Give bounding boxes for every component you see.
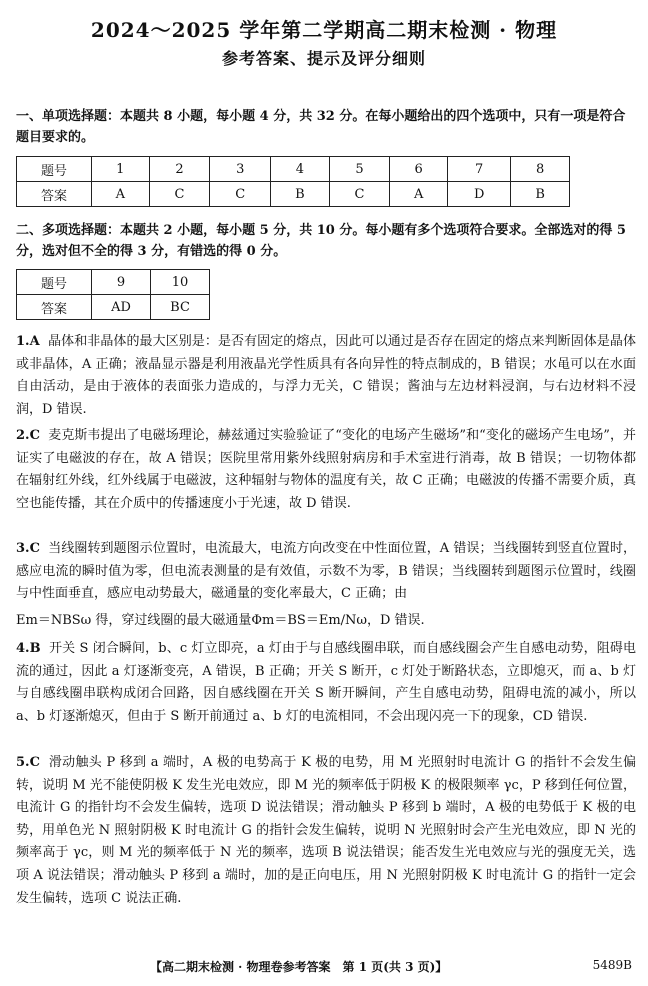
- explanation-text: 开关 S 闭合瞬间，b、c 灯立即亮，a 灯由于与自感线圈串联，而自感线圈会产生自感电动势，阻碍电流的通过，因此 a 灯逐渐变亮，A 错误，B 正确；开关 S 断开，c 灯处于断路状态，立即熄灭，而 a、b 灯与自感线圈串联构成闭合回路，因自感线圈在开关 S 断开瞬间，产生自感电动势，阻碍电流的减小，所以 a、b 灯逐渐熄灭，但由于 S 断开前通过 a、b 灯的电流相同，不会出现闪亮一下的现象，CD 错误.: [16, 641, 636, 724]
- table-cell: A: [390, 182, 448, 207]
- table-cell: 7: [447, 157, 510, 182]
- explanation-1: [16, 331, 636, 421]
- row-label-number: 题号: [17, 157, 92, 182]
- footer-label: 【高二期末检测 · 物理卷参考答案 第 1 页(共 3 页)】: [150, 960, 448, 974]
- section2-heading: 二、多项选择题：本题共 2 小题，每小题 5 分，共 10 分。每小题有多个选项符合要求。全部选对的得 5 分，选对但不全的得 3 分，有错选的得 0 分。: [16, 223, 626, 259]
- explanation-number: 5.C: [16, 755, 40, 770]
- table-cell: B: [271, 182, 330, 207]
- table-cell: 10: [151, 270, 210, 295]
- row-label-answer: 答案: [17, 295, 92, 320]
- section1-heading: 一、单项选择题：本题共 8 小题，每小题 4 分，共 32 分。在每小题给出的四个选项中，只有一项是符合题目要求的。: [16, 109, 626, 145]
- table-cell: 8: [511, 157, 570, 182]
- explanation-number: 4.B: [16, 641, 41, 656]
- table-row: [17, 182, 570, 207]
- explanation-5: [16, 752, 636, 910]
- table-cell: B: [511, 182, 570, 207]
- table-cell: D: [447, 182, 510, 207]
- table-row: [17, 270, 210, 295]
- table-row: [17, 157, 570, 182]
- table-cell: 5: [329, 157, 390, 182]
- table-cell: 9: [92, 270, 151, 295]
- row-label-answer: 答案: [17, 182, 92, 207]
- page-title: 2024～2025 学年第二学期高二期末检测 · 物理: [90, 18, 558, 42]
- explanation-formula: Em＝NBSω 得，穿过线圈的最大磁通量Φm＝BS＝Em/Nω，D 错误.: [16, 612, 425, 628]
- section1-answer-table: [16, 156, 570, 207]
- table-row: [17, 295, 210, 320]
- table-cell: C: [149, 182, 210, 207]
- footer-code: 5489B: [592, 958, 632, 972]
- explanation-number: 1.A: [16, 334, 40, 349]
- explanation-text: 晶体和非晶体的最大区别是：是否有固定的熔点，因此可以通过是否存在固定的熔点来判断固体是晶体或非晶体，A 正确；液晶显示器是利用液晶光学性质具有各向异性的特点制成的，B 错误；水黾可以在水面自由活动，是由于液体的表面张力造成的，与浮力无关，C 错误；酱油与左边材料浸润，与右边材料不浸润，D 错误.: [16, 334, 636, 417]
- explanation-number: 3.C: [16, 541, 40, 556]
- table-cell: 1: [92, 157, 150, 182]
- table-cell: C: [329, 182, 390, 207]
- table-cell: 4: [271, 157, 330, 182]
- explanation-number: 2.C: [16, 428, 40, 443]
- table-cell: 3: [210, 157, 271, 182]
- explanation-text: 当线圈转到题图示位置时，电流最大，电流方向改变在中性面位置，A 错误；当线圈转到竖直位置时，感应电流的瞬时值为零，但电流表测量的是有效值，示数不为零，B 错误；当线圈转到题图示位置时，线圈与中性面垂直，感应电动势最大，磁通量的变化率最大，C 正确；由: [16, 541, 637, 602]
- table-cell: BC: [151, 295, 210, 320]
- section2-answer-table: [16, 269, 210, 320]
- page-subtitle: 参考答案、提示及评分细则: [221, 49, 426, 68]
- table-cell: A: [92, 182, 150, 207]
- explanation-2: [16, 425, 636, 515]
- explanation-4: [16, 638, 636, 728]
- table-cell: AD: [92, 295, 151, 320]
- table-cell: C: [210, 182, 271, 207]
- explanation-3: [16, 538, 636, 632]
- explanation-text: 滑动触头 P 移到 a 端时，A 极的电势高于 K 极的电势，用 M 光照射时电流计 G 的指针不会发生偏转，说明 M 光不能使阴极 K 发生光电效应，即 M 光的频率低于阴极 K 的极限频率 γc，P 移到任何位置，电流计 G 的指针均不会发生偏转，选项 D 说法错误；滑动触头 P 移到 b 端时，A 极的电势低于 K 极的电势，用单色光 N 照射阴极 K 时电流计 G 的指针会发生偏转，说明 N 光照射时会产生光电效应，即 N 光的频率高于 γc，则 M 光的频率低于 N 光的频率，选项 B 说法错误；能否发生光电效应与光的强度无关，选项 A 说法错误；滑动触头 P 移到 a 端时，加的是正向电压，用 N 光照射阴极 K 时电流计 G 的指针一定会发生偏转，选项 C 说法正确.: [16, 755, 637, 906]
- table-cell: 2: [149, 157, 210, 182]
- table-cell: 6: [390, 157, 448, 182]
- row-label-number: 题号: [17, 270, 92, 295]
- explanation-text: 麦克斯韦提出了电磁场理论，赫兹通过实验验证了“变化的电场产生磁场”和“变化的磁场产生电场”，并证实了电磁波的存在，故 A 错误；医院里常用紫外线照射病房和手术室进行消毒，故 B 错误；一切物体都在辐射红外线，红外线属于电磁波，这种辐射与物体的温度有关，故 C 正确；电磁波的传播不需要介质，真空也能传播，其在介质中的传播速度小于光速，故 D 错误.: [16, 428, 636, 511]
